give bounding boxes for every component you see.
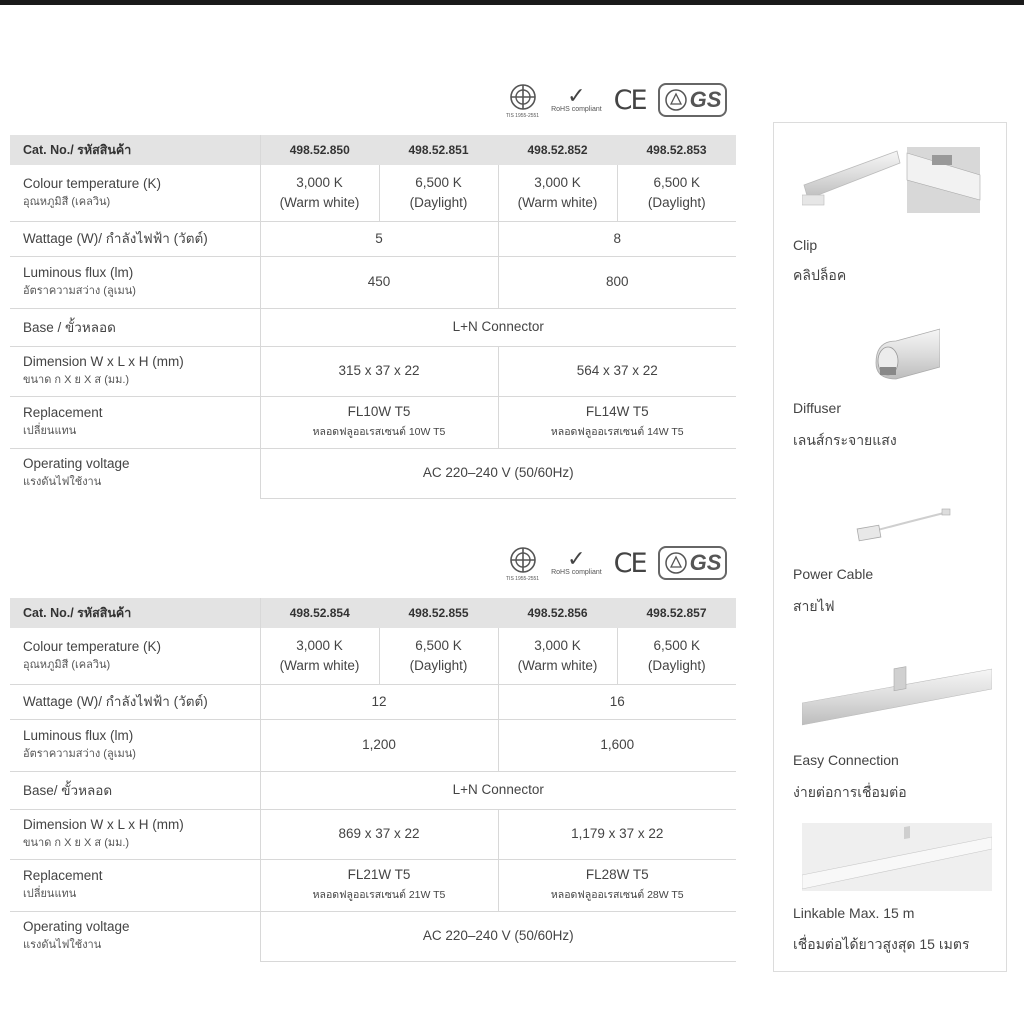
row-label [10,346,260,396]
linkable-image [802,823,992,891]
label-th: อุณหภูมิสี (เคลวิน) [23,658,111,671]
row-label: Base/ ขั้วหลอด [10,771,260,809]
gs-text: GS [689,87,722,112]
gs-seal-icon [664,551,688,575]
label-en: Replacement [23,868,103,883]
replacement-row [10,859,736,911]
desc: (Warm white) [517,657,598,673]
replacement-sub: หลอดฟลูออเรสเซนต์ 10W T5 [312,426,446,438]
kelvin: 3,000 K [296,637,343,653]
table-header-row [10,135,736,165]
colour-temperature-row [10,165,736,221]
row-label [10,396,260,448]
label-th: อัตราความสว่าง (ลูเมน) [23,285,136,297]
wattage-row [10,684,736,719]
desc: (Warm white) [279,194,360,210]
kelvin: 6,500 K [653,174,701,190]
replacement-main: FL28W T5 [585,867,649,882]
rohs-text: RoHS compliant [551,106,602,113]
cell [260,628,379,684]
base-row [10,308,736,346]
wattage-row [10,221,736,256]
cell: 315 x 37 x 22 [260,346,498,396]
cat-no: 498.52.851 [379,135,498,165]
voltage-row [10,911,736,961]
row-label [10,859,260,911]
cell [617,628,736,684]
replacement-sub: หลอดฟลูออเรสเซนต์ 14W T5 [550,426,684,438]
table-header-row [10,598,736,628]
replacement-main: FL10W T5 [347,404,411,419]
label-th: แรงดันไฟใช้งาน [23,939,102,952]
tis-icon [508,82,538,112]
replacement-sub: หลอดฟลูออเรสเซนต์ 21W T5 [312,889,446,901]
cell: 450 [260,256,498,308]
cell: 564 x 37 x 22 [498,346,736,396]
label-th: เปลี่ยนแทน [23,888,77,900]
replacement-main: FL14W T5 [585,404,649,419]
desc: (Warm white) [517,194,598,210]
cat-no: 498.52.853 [617,135,736,165]
cell: 800 [498,256,736,308]
clip-image [802,145,982,215]
label-th: แรงดันไฟใช้งาน [23,476,102,489]
kelvin: 3,000 K [296,174,343,190]
tis-icon [508,545,538,575]
gs-logo [658,83,728,117]
cell: 5 [260,221,498,256]
label-th: ขนาด ก X ย X ส (มม.) [23,374,130,386]
cat-no: 498.52.850 [260,135,379,165]
ce-logo: CE [613,547,646,579]
cat-no: 498.52.857 [617,598,736,628]
cell [260,859,498,911]
kelvin: 6,500 K [415,637,462,653]
voltage-row [10,448,736,498]
cell [498,165,617,221]
cell [498,859,736,911]
spec-table-2 [10,598,736,962]
rohs-check-icon: ✓ [567,546,586,571]
power-cable-image [854,505,954,545]
label-th: เปลี่ยนแทน [23,425,77,437]
certification-logos [506,541,727,585]
tis-standard-text: TIS 1955-2551 [506,112,540,119]
label-th: อัตราความสว่าง (ลูเมน) [23,748,136,760]
cell: AC 220–240 V (50/60Hz) [260,911,736,961]
cell: 8 [498,221,736,256]
desc: (Daylight) [647,194,706,210]
kelvin: 6,500 K [653,637,701,653]
rohs-logo [551,83,602,114]
desc: (Daylight) [409,657,468,673]
feature-linkable-th: เชื่อมต่อได้ยาวสูงสุด 15 เมตร [793,936,970,952]
feature-easy-connection-th: ง่ายต่อการเชื่อมต่อ [793,784,907,800]
replacement-sub: หลอดฟลูออเรสเซนต์ 28W T5 [550,889,684,901]
desc: (Daylight) [647,657,706,673]
cell: 869 x 37 x 22 [260,809,498,859]
row-label [10,448,260,498]
cat-no: 498.52.852 [498,135,617,165]
cell [498,628,617,684]
cell: L+N Connector [260,771,736,809]
row-label [10,165,260,221]
cell: 12 [260,684,498,719]
cell: 1,179 x 37 x 22 [498,809,736,859]
label-en: Replacement [23,405,103,420]
cell [379,165,498,221]
cell [617,165,736,221]
certification-logos [506,78,727,122]
feature-diffuser-th: เลนส์กระจายแสง [793,432,897,448]
replacement-main: FL21W T5 [347,867,411,882]
feature-power-cable-th: สายไฟ [793,598,835,614]
tis-logo [506,82,539,119]
gs-seal-icon [664,88,688,112]
cat-no-label: Cat. No./ รหัสสินค้า [10,598,260,628]
rohs-check-icon: ✓ [567,83,586,108]
cell: AC 220–240 V (50/60Hz) [260,448,736,498]
row-label [10,809,260,859]
feature-clip-th: คลิปล็อค [793,267,847,283]
top-border-line [0,0,1024,5]
gs-logo [658,546,728,580]
luminous-flux-row [10,719,736,771]
row-label: Wattage (W)/ กำลังไฟฟ้า (วัตต์) [10,221,260,256]
ce-logo: CE [613,84,646,116]
colour-temperature-row [10,628,736,684]
diffuser-image [874,323,940,387]
cell [260,165,379,221]
tis-logo [506,545,539,582]
label-en: Luminous flux (lm) [23,265,134,280]
gs-text: GS [689,550,722,575]
feature-clip-en: Clip [793,237,818,253]
cell [498,396,736,448]
rohs-text: RoHS compliant [551,569,602,576]
row-label [10,628,260,684]
label-en: Colour temperature (K) [23,638,162,654]
cat-no: 498.52.856 [498,598,617,628]
cell: L+N Connector [260,308,736,346]
label-en: Colour temperature (K) [23,175,162,191]
label-th: อุณหภูมิสี (เคลวิน) [23,195,111,208]
rohs-logo [551,546,602,577]
cell [260,396,498,448]
feature-linkable-en: Linkable Max. 15 m [793,905,915,921]
dimension-row [10,809,736,859]
spec-table-1 [10,135,736,499]
feature-power-cable-en: Power Cable [793,566,874,582]
feature-diffuser-en: Diffuser [793,400,841,416]
feature-easy-connection-en: Easy Connection [793,752,899,768]
row-label: Wattage (W)/ กำลังไฟฟ้า (วัตต์) [10,684,260,719]
kelvin: 3,000 K [534,174,581,190]
row-label [10,911,260,961]
cell [379,628,498,684]
label-th: ขนาด ก X ย X ส (มม.) [23,837,130,849]
row-label [10,719,260,771]
cat-no: 498.52.855 [379,598,498,628]
cell: 16 [498,684,736,719]
label-en: Dimension W x L x H (mm) [23,354,184,369]
row-label: Base / ขั้วหลอด [10,308,260,346]
features-panel [773,122,1007,972]
base-row [10,771,736,809]
label-en: Dimension W x L x H (mm) [23,817,184,832]
dimension-row [10,346,736,396]
row-label [10,256,260,308]
luminous-flux-row [10,256,736,308]
cell: 1,600 [498,719,736,771]
label-en: Luminous flux (lm) [23,728,134,743]
replacement-row [10,396,736,448]
label-en: Operating voltage [23,456,130,472]
cell: 1,200 [260,719,498,771]
label-en: Operating voltage [23,919,130,935]
desc: (Daylight) [409,194,468,210]
easy-connection-image [802,663,992,733]
cat-no: 498.52.854 [260,598,379,628]
desc: (Warm white) [279,657,360,673]
kelvin: 6,500 K [415,174,462,190]
tis-standard-text: TIS 1955-2551 [506,575,540,582]
cat-no-label: Cat. No./ รหัสสินค้า [10,135,260,165]
kelvin: 3,000 K [534,637,581,653]
